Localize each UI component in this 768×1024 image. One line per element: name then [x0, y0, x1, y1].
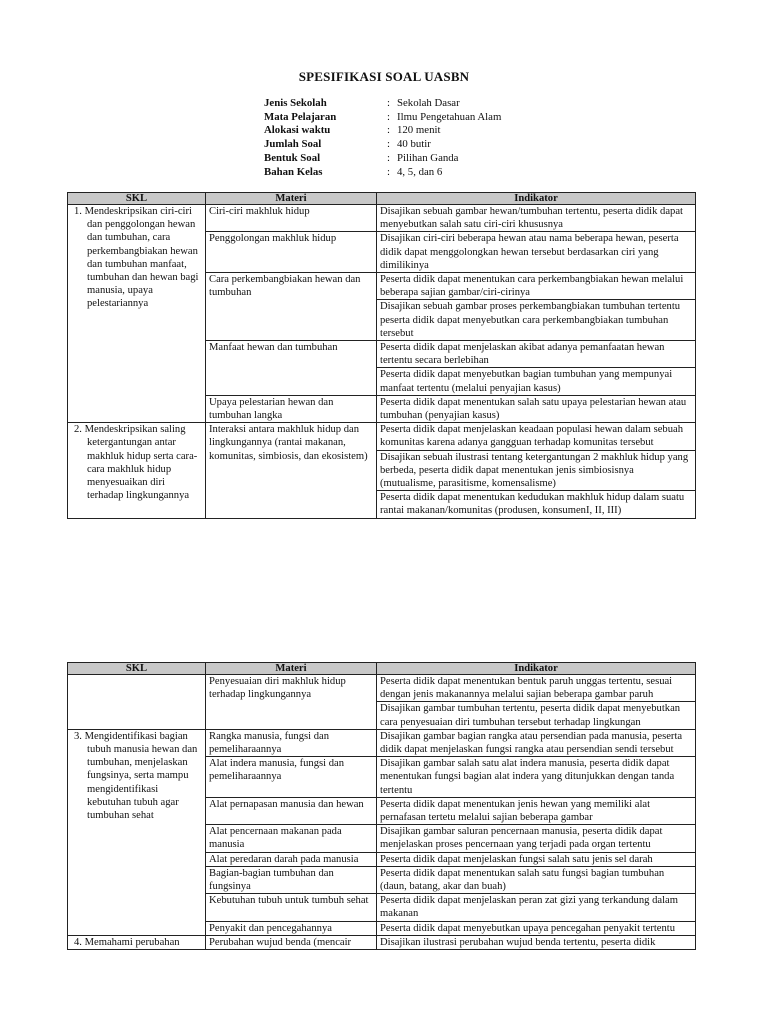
spec-table-1 [67, 192, 696, 519]
materi-cell: Penyakit dan pencegahannya [206, 921, 377, 935]
indikator-cell: Disajikan gambar tumbuhan tertentu, peserta didik dapat menyebutkan cara penyesuaian diri tumbuhan tersebut terhadap lingkungan [377, 702, 696, 729]
meta-label: Mata Pelajaran [264, 110, 337, 123]
materi-cell: Manfaat hewan dan tumbuhan [206, 341, 377, 396]
meta-label: Bentuk Soal [264, 151, 321, 164]
meta-colon: : [387, 97, 390, 109]
header-materi: Materi [206, 193, 377, 205]
meta-label: Jumlah Soal [264, 138, 322, 151]
indikator-cell: Peserta didik dapat menjelaskan akibat adanya pemanfaatan hewan tertentu secara berlebihan [377, 341, 696, 368]
skl-cell [68, 423, 206, 518]
materi-cell: Alat pencernaan makanan pada manusia [206, 825, 377, 852]
indikator-cell: Peserta didik dapat menentukan salah satu fungsi bagian tumbuhan (daun, batang, akar dan buah) [377, 866, 696, 893]
materi-cell: Penggolongan makhluk hidup [206, 232, 377, 273]
indikator-cell: Disajikan sebuah gambar hewan/tumbuhan tertentu, peserta didik dapat menyebutkan salah satu ciri-ciri khususnya [377, 205, 696, 232]
indikator-cell: Disajikan sebuah ilustrasi tentang ketergantungan 2 makhluk hidup yang berbeda, peserta didik dapat menentukan jenis simbiosisnya (mutualisme, parasitisme, komensalisme) [377, 450, 696, 491]
table-row [68, 423, 696, 450]
indikator-cell: Peserta didik dapat menentukan cara perkembangbiakan hewan melalui beberapa sajian gambar/ciri-cirinya [377, 273, 696, 300]
table-header-row [68, 663, 696, 675]
meta-row [264, 111, 501, 125]
meta-row [264, 124, 501, 138]
materi-cell: Kebutuhan tubuh untuk tumbuh sehat [206, 894, 377, 921]
indikator-cell: Disajikan gambar bagian rangka atau persendian pada manusia, peserta didik dapat menjelaskan fungsi rangka atau persendian sendi tersebut [377, 729, 696, 756]
meta-row [264, 166, 501, 180]
indikator-cell: Peserta didik dapat menyebutkan upaya pencegahan penyakit tertentu [377, 921, 696, 935]
materi-cell: Ciri-ciri makhluk hidup [206, 205, 377, 232]
materi-cell: Upaya pelestarian hewan dan tumbuhan langka [206, 395, 377, 422]
meta-value: 4, 5, dan 6 [397, 165, 443, 178]
meta-value: Sekolah Dasar [397, 97, 460, 109]
skl-cell [68, 675, 206, 730]
skl-text: 3. Mengidentifikasi bagian tubuh manusia hewan dan tumbuhan, menjelaskan fungsinya, serta mampu mengidentifikasi kebutuhan tubuh agar tumbuhan sehat [74, 730, 198, 822]
indikator-cell: Peserta didik dapat menentukan bentuk paruh unggas tertentu, sesuai dengan jenis makanannya melalui sajian beberapa gambar paruh [377, 675, 696, 702]
table-header-row [68, 193, 696, 205]
indikator-cell: Peserta didik dapat menentukan kedudukan makhluk hidup dalam suatu rantai makanan/komunitas (produsen, konsumenI, II, III) [377, 491, 696, 518]
materi-cell: Rangka manusia, fungsi dan pemeliharaannya [206, 729, 377, 756]
meta-colon: : [387, 138, 390, 151]
header-materi: Materi [206, 663, 377, 675]
meta-label: Bahan Kelas [264, 165, 323, 178]
materi-cell: Penyesuaian diri makhluk hidup terhadap lingkungannya [206, 675, 377, 730]
skl-text: 1. Mendeskripsikan ciri-ciri dan penggolongan hewan dan tumbuhan, cara perkembangbiakan hewan dan tumbuhan manfaat, tumbuhan dan hewan bagi manusia, upaya pelestariannya [74, 206, 199, 310]
materi-cell: Interaksi antara makhluk hidup dan lingkungannya (rantai makanan, komunitas, simbiosis, dan ekosistem) [206, 423, 377, 518]
header-skl: SKL [68, 193, 206, 205]
materi-cell: Perubahan wujud benda (mencair [206, 935, 377, 949]
indikator-cell: Peserta didik dapat menentukan jenis hewan yang memiliki alat pernafasan tertetu melalui sajian beberapa gambar [377, 797, 696, 824]
meta-row [264, 97, 501, 111]
skl-cell [68, 729, 206, 935]
meta-row [264, 152, 501, 166]
meta-value: 40 butir [397, 138, 431, 151]
indikator-cell: Peserta didik dapat menyebutkan bagian tumbuhan yang mempunyai manfaat tertentu (melalui penyajian kasus) [377, 368, 696, 395]
meta-colon: : [387, 110, 390, 123]
materi-cell: Cara perkembangbiakan hewan dan tumbuhan [206, 273, 377, 341]
meta-row [264, 138, 501, 152]
meta-colon: : [387, 151, 390, 164]
table-row [68, 675, 696, 702]
meta-colon: : [387, 165, 390, 178]
materi-cell: Alat indera manusia, fungsi dan pemeliharaannya [206, 757, 377, 798]
spec-table-2 [67, 662, 696, 950]
indikator-cell: Peserta didik dapat menjelaskan fungsi salah satu jenis sel darah [377, 852, 696, 866]
header-indikator: Indikator [377, 193, 696, 205]
table-row [68, 729, 696, 756]
meta-value: 120 menit [397, 124, 441, 137]
table-row [68, 935, 696, 949]
materi-cell: Alat pernapasan manusia dan hewan [206, 797, 377, 824]
indikator-cell: Disajikan gambar salah satu alat indera manusia, peserta didik dapat menentukan fungsi bagian alat indera yang ditunjukkan dengan tanda tertentu [377, 757, 696, 798]
meta-label: Alokasi waktu [264, 124, 331, 137]
skl-cell [68, 205, 206, 423]
materi-cell: Alat peredaran darah pada manusia [206, 852, 377, 866]
indikator-cell: Disajikan ilustrasi perubahan wujud benda tertentu, peserta didik [377, 935, 696, 949]
meta-colon: : [387, 124, 390, 137]
materi-cell: Bagian-bagian tumbuhan dan fungsinya [206, 866, 377, 893]
indikator-cell: Peserta didik dapat menjelaskan keadaan populasi hewan dalam sebuah komunitas karena adanya gangguan terhadap komunitas tersebut [377, 423, 696, 450]
indikator-cell: Disajikan gambar saluran pencernaan manusia, peserta didik dapat menjelaskan proses pencernaan yang terjadi pada organ tertentu [377, 825, 696, 852]
header-indikator: Indikator [377, 663, 696, 675]
indikator-cell: Disajikan ciri-ciri beberapa hewan atau nama beberapa hewan, peserta didik dapat menggolongkan hewan tersebut berdasarkan ciri yang dimilikinya [377, 232, 696, 273]
table-row [68, 205, 696, 232]
page-title: SPESIFIKASI SOAL UASBN [298, 69, 470, 84]
document-meta [264, 97, 501, 179]
skl-cell [68, 935, 206, 949]
meta-label: Jenis Sekolah [264, 97, 327, 109]
indikator-cell: Peserta didik dapat menjelaskan peran zat gizi yang terkandung dalam makanan [377, 894, 696, 921]
meta-value: Ilmu Pengetahuan Alam [397, 110, 502, 123]
indikator-cell: Disajikan sebuah gambar proses perkembangbiakan tumbuhan tertentu peserta didik dapat menyebutkan cara perkembangbiakan tumbuhan tersebut [377, 300, 696, 341]
meta-value: Pilihan Ganda [397, 151, 459, 164]
header-skl: SKL [68, 663, 206, 675]
skl-text: 2. Mendeskripsikan saling ketergantungan antar makhluk hidup serta cara-cara makhluk hidup menyesuaikan diri terhadap lingkungannya [74, 424, 198, 502]
skl-text: 4. Memahami perubahan [74, 936, 180, 948]
indikator-cell: Peserta didik dapat menentukan salah satu upaya pelestarian hewan atau tumbuhan (penyajian kasus) [377, 395, 696, 422]
